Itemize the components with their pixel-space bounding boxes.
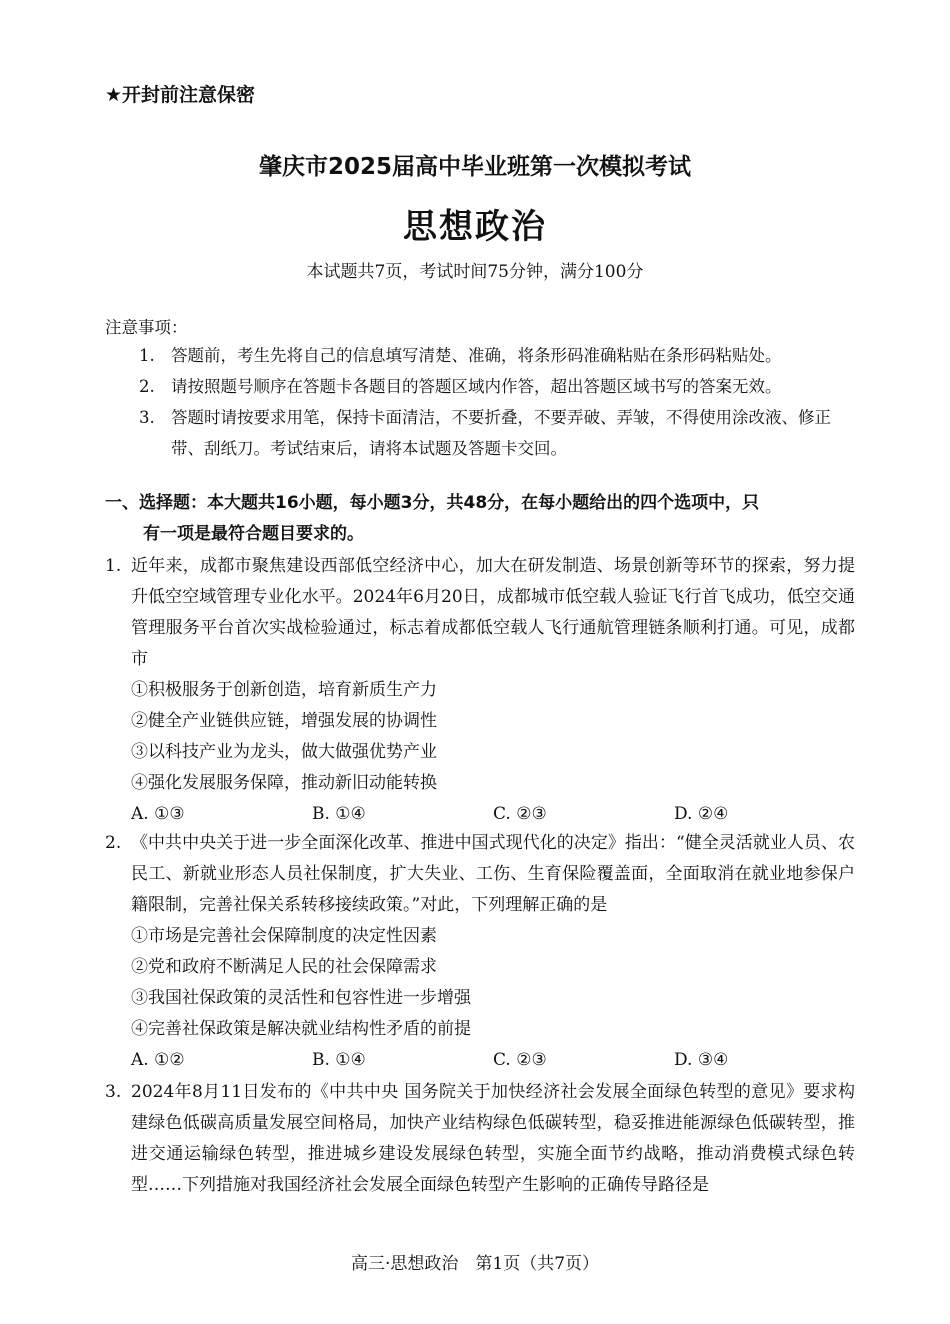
question-1 <box>105 551 855 830</box>
choice-b: B. ①④ <box>312 804 366 824</box>
question-number: 2. <box>105 833 122 853</box>
question-stem: 2024年8月11日发布的《中共中央 国务院关于加快经济社会发展全面绿色转型的意见》要求构建绿色低碳高质量发展空间格局，加快产业结构绿色低碳转型，稳妥推进能源绿色低碳转型，推进交通运输绿色转型，推进城乡建设发展绿色转型，实施全面节约战略，推动消费模式绿色转型……下列措施对我国经济社会发展全面绿色转型产生影响的正确传导路径是 <box>131 1082 855 1195</box>
statement-option: ④完善社保政策是解决就业结构性矛盾的前提 <box>131 1019 471 1039</box>
choice-c: C. ②③ <box>493 804 547 824</box>
answer-choices <box>105 799 855 830</box>
statement-option: ①市场是完善社会保障制度的决定性因素 <box>131 926 437 946</box>
statement-option: ②党和政府不断满足人民的社会保障需求 <box>131 957 437 977</box>
question-number: 1. <box>105 556 122 576</box>
section-heading <box>105 488 855 550</box>
notice-item-num: 3. <box>139 408 155 427</box>
statement-option: ④强化发展服务保障，推动新旧动能转换 <box>131 773 437 793</box>
notice-item <box>105 371 855 402</box>
question-number: 3. <box>105 1082 122 1102</box>
choice-d: D. ③④ <box>674 1050 729 1070</box>
notice-item <box>105 340 855 371</box>
choice-c: C. ②③ <box>493 1050 547 1070</box>
answer-choices <box>105 1045 855 1076</box>
notice-title: 注意事项： <box>105 318 188 337</box>
statement-option: ③以科技产业为龙头，做大做强优势产业 <box>131 742 437 762</box>
choice-d: D. ②④ <box>674 804 729 824</box>
exam-title: 肇庆市2025届高中毕业班第一次模拟考试 <box>258 154 691 180</box>
notice-item-text: 请按照题号顺序在答题卡各题目的答题区域内作答，超出答题区域书写的答案无效。 <box>171 377 782 396</box>
section-heading-line2: 有一项是最符合题目要求的。 <box>143 524 364 544</box>
notice-item-num: 2. <box>139 377 155 396</box>
statement-option: ①积极服务于创新创造，培育新质生产力 <box>131 680 437 700</box>
question-stem: 近年来，成都市聚焦建设西部低空经济中心，加大在研发制造、场景创新等环节的探索，努力提升低空空域管理专业化水平。2024年6月20日，成都城市低空载人验证飞行首飞成功，低空交通管理服务平台首次实战检验通过，标志着成都低空载人飞行通航管理链条顺利打通。可见，成都市 <box>131 556 855 669</box>
statement-option: ②健全产业链供应链，增强发展的协调性 <box>131 711 437 731</box>
notice-item-text: 答题前，考生先将自己的信息填写清楚、准确，将条形码准确粘贴在条形码粘贴处。 <box>171 346 782 365</box>
question-stem: 《中共中央关于进一步全面深化改革、推进中国式现代化的决定》指出：“健全灵活就业人员、农民工、新就业形态人员社保制度，扩大失业、工伤、生育保险覆盖面，全面取消在就业地参保户籍限制，完善社保关系转移接续政策。”对此，下列理解正确的是 <box>131 833 855 915</box>
statement-option: ③我国社保政策的灵活性和包容性进一步增强 <box>131 988 471 1008</box>
choice-a: A. ①② <box>131 1050 185 1070</box>
notice-item <box>105 402 855 464</box>
choice-a: A. ①③ <box>131 804 185 824</box>
subject-title: 思想政治 <box>403 207 547 247</box>
question-2 <box>105 828 855 1076</box>
notice-block <box>105 316 855 464</box>
exam-info: 本试题共7页，考试时间75分钟，满分100分 <box>306 262 644 282</box>
question-3 <box>105 1077 855 1201</box>
notice-item-text: 答题时请按要求用笔，保持卡面清洁，不要折叠，不要弄破、弄皱，不得使用涂改液、修正带、刮纸刀。考试结束后，请将本试题及答题卡交回。 <box>171 408 831 458</box>
choice-b: B. ①④ <box>312 1050 366 1070</box>
page-footer: 高三·思想政治 第1页（共7页） <box>350 1254 600 1274</box>
confidential-label: ★开封前注意保密 <box>105 84 256 106</box>
section-heading-line1: 一、选择题：本大题共16小题，每小题3分，共48分，在每小题给出的四个选项中，只 <box>105 493 760 513</box>
notice-item-num: 1. <box>139 346 155 365</box>
